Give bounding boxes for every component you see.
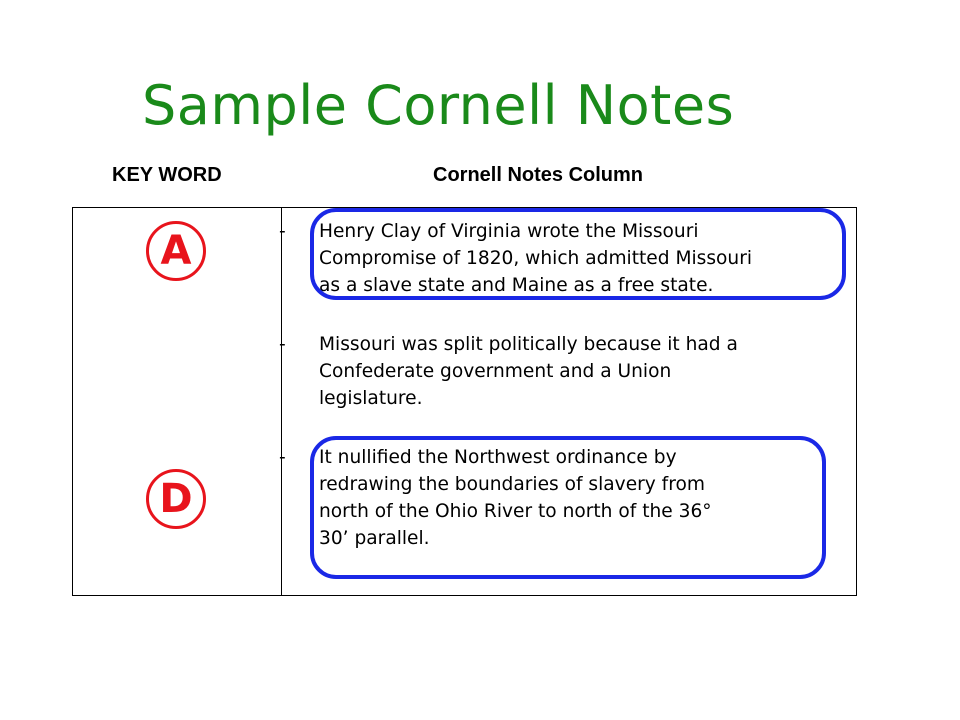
highlight-circle-first-note	[310, 208, 846, 300]
note-bullet: -	[279, 447, 286, 468]
notes-column-header: Cornell Notes Column	[433, 164, 644, 186]
cornell-notes-table	[72, 207, 857, 596]
note-text: Missouri was split politically because it had a Confederate government and a Union legislature.	[319, 334, 738, 409]
note-text: It nullified the Northwest ordinance by redrawing the boundaries of slavery from north of the Ohio River to north of the 36° 30’ parallel.	[319, 447, 712, 549]
key-word-header: KEY WORD	[112, 164, 222, 186]
note-item	[279, 331, 839, 412]
note-bullet: -	[279, 334, 286, 355]
grade-mark-a: A	[146, 221, 206, 281]
grade-mark-d: D	[146, 469, 206, 529]
highlight-circle-third-note	[310, 436, 826, 579]
note-bullet: -	[279, 221, 286, 242]
page-title: Sample Cornell Notes	[142, 74, 735, 137]
note-text: Henry Clay of Virginia wrote the Missouri Compromise of 1820, which admitted Missouri as a slave state and Maine as a free state.	[319, 221, 753, 296]
